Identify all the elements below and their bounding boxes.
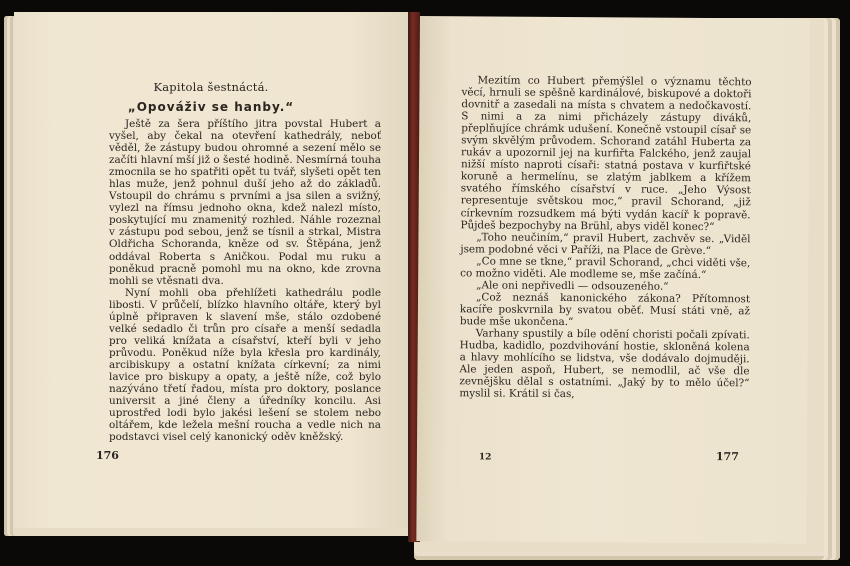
chapter-title: „Opováživ se hanby.“ <box>127 100 295 114</box>
page-number-left: 176 <box>96 449 119 462</box>
right-page <box>416 16 810 544</box>
left-page <box>14 12 408 528</box>
paragraph: Nyní mohli oba přehlížeti kathedrálu podle libosti. V průčelí, blízko hlavního oltáře, který byl úplně připraven k slavení mše, stálo ozdobené velké sedadlo či trůn pro císaře a menší sedadla pro veliká knížata a císařství, kteří byli v jeho průvodu. Poněkud níže byla křesla pro kardinály, arcibiskupy a ostatní knížata církevní; za nimi lavice pro biskupy a opaty, a ještě níže, což bylo nazýváno třetí řadou, místa pro doktory, poslance universit a jiné členy a úředníky koncilu. Asi uprostřed lodi bylo jakési lešení se stolem nebo oltářem, kde ležela mešní roucha a vedle nich na podstavci visel celý kanonický oděv kněžský. <box>109 286 381 444</box>
paragraph: „Co mne se tkne,“ pravil Schorand, „chci viděti vše, co možno viděti. Ale modleme se, mše začíná.“ <box>460 255 751 281</box>
right-page-text <box>459 74 751 401</box>
paragraph: Ještě za šera příštího jitra povstal Hubert a vyšel, aby čekal na otevření kathedrály, neboť věděl, že zástupy budou ohromné a sezení mělo se začíti hlavní mší již o šesté hodině. Nesmírná touha zmocnila se ho spatřiti opět tu tvář, slyšeti opět ten hlas muže, jenž pohnul duší jeho až do základů. Vstoupil do chrámu s prvními a jsa silen a svižný, vylezl na římsu jednoho okna, kdež nalezl místo, poskytující mu znamenitý rozhled. Náhle rozeznal v zástupu pod sebou, jenž se tísnil a strkal, Mistra Oldřicha Schoranda, kněze od sv. Štěpána, jenž oddával Roberta s Aničkou. Podal mu ruku a poněkud pracně pomohl mu na okno, kde zrovna mohli se vtěsnati dva. <box>109 118 381 287</box>
paragraph: Varhany spustily a bíle odění choristi počali zpívati. Hudba, kadidlo, pozdvihování hostie, skloněná kolena a hlavy mohlícího se lidstva, vše dodávalo dojmuději. Ale jeden aspoň, Hubert, se nemodlil, ač vše dle zevnějšku dělal s ostatními. „Jaký by to mělo účel?“ myslil si. Krátil si čas, <box>459 327 750 401</box>
paragraph: „Toho neučiním,“ pravil Hubert, zachvěv se. „Viděl jsem podobné věci v Paříži, na Place de Grève.“ <box>460 231 751 257</box>
page-number-right: 177 <box>715 450 739 464</box>
paragraph: „Ale oni nepřivedli — odsouzeného.“ <box>476 279 669 293</box>
left-page-text <box>109 118 381 443</box>
paragraph: Mezitím co Hubert přemýšlel o významu těchto věcí, hrnuli se spěšně kardinálové, biskupové a doktoři dovnitř a zasedali na místa s chvatem a nedočkavostí. S nimi a za nimi přicházely zástupy diváků, přeplňujíce chrámk udušení. Konečně vstoupil císař se svým skvělým průvodem. Schorand zatáhl Huberta za rukáv a upozornil jej na kurfiřta Falckého, jenž zaujal nižší místo naproti císaři: statná postava v kurfiřtské koruně a hermelínu, se zlatým jablkem a křížem svatého římského císařství v ruce. „Jeho Výsost representuje světskou moc,“ pravil Schorand, „již církevním rozsudkem má býti vydán kacíř k popravě. Půjdeš bezpochyby na Brühl, abys viděl konec?“ <box>460 74 752 233</box>
signature-mark: 12 <box>478 452 492 463</box>
chapter-label: Kapitola šestnáctá. <box>153 80 269 94</box>
paragraph: „Což neznáš kanonického zákona? Přítomnost kacíře poskvrnila by svatou oběť. Musí státi vně, až bude mše ukončena.“ <box>459 291 751 329</box>
